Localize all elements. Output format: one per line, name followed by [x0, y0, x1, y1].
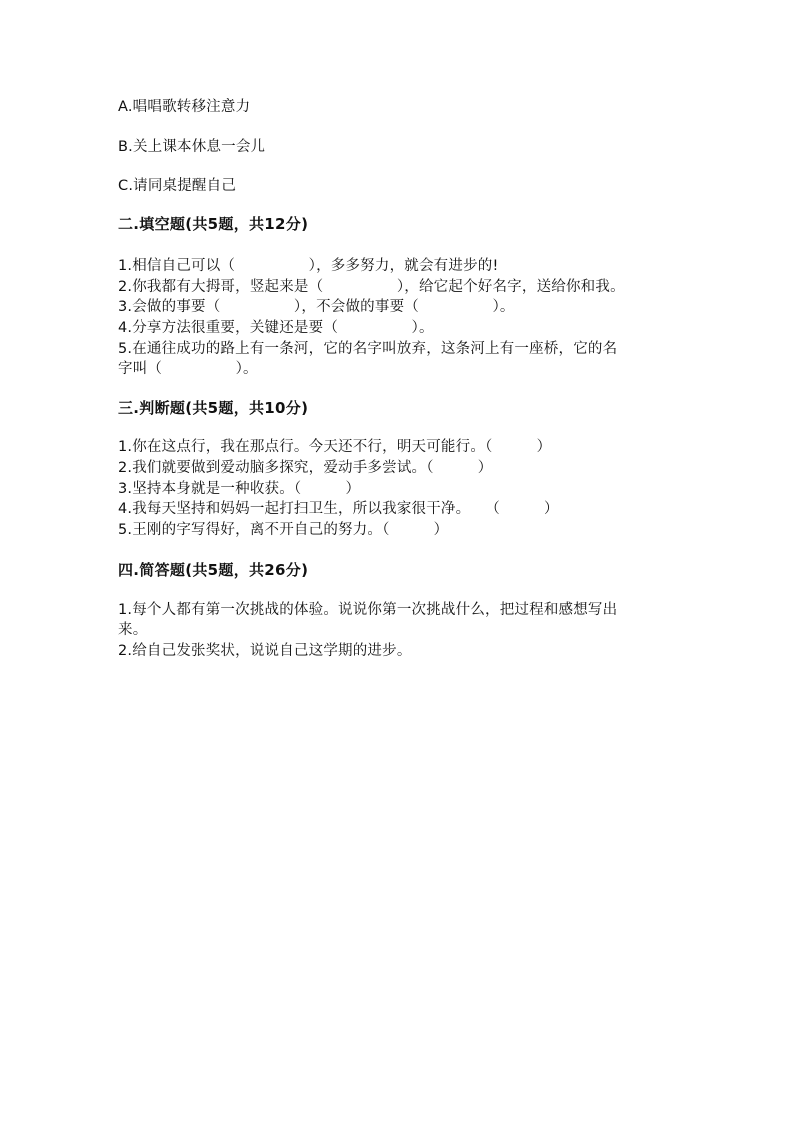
- choice-a: A.唱唱歌转移注意力: [118, 99, 251, 115]
- short-answer-question-2: 2.给自己发张奖状，说说自己这学期的进步。: [118, 643, 412, 659]
- section-heading-fill-blank: 二.填空题(共5题，共12分): [118, 215, 309, 233]
- section-heading-short-answer: 四.简答题(共5题，共26分): [118, 561, 309, 579]
- true-false-question-5: 5.王刚的字写得好，离不开自己的努力。（ ）: [118, 522, 449, 538]
- choice-b: B.关上课本休息一会儿: [118, 139, 266, 155]
- true-false-question-2: 2.我们就要做到爱动脑多探究，爱动手多尝试。（ ）: [118, 460, 493, 476]
- true-false-question-3: 3.坚持本身就是一种收获。（ ）: [118, 481, 361, 497]
- fill-blank-question-2: 2.你我都有大拇哥，竖起来是（ ），给它起个好名字，送给你和我。: [118, 279, 625, 295]
- fill-blank-question-3: 3.会做的事要（ ），不会做的事要（ ）。: [118, 299, 515, 315]
- fill-blank-question-5: 5.在通往成功的路上有一条河，它的名字叫放弃，这条河上有一座桥，它的名: [118, 341, 618, 357]
- true-false-question-1: 1.你在这点行，我在那点行。今天还不行，明天可能行。（ ）: [118, 439, 552, 455]
- fill-blank-question-4: 4.分享方法很重要，关键还是要（ ）。: [118, 320, 434, 336]
- fill-blank-question-5-continued: 字叫（ ）。: [118, 361, 258, 377]
- choice-c: C.请同桌提醒自己: [118, 178, 237, 194]
- section-heading-true-false: 三.判断题(共5题，共10分): [118, 399, 309, 417]
- fill-blank-question-1: 1.相信自己可以（ ），多多努力，就会有进步的!: [118, 258, 499, 274]
- short-answer-question-1-continued: 来。: [118, 622, 148, 638]
- short-answer-question-1: 1.每个人都有第一次挑战的体验。说说你第一次挑战什么，把过程和感想写出: [118, 602, 618, 618]
- true-false-question-4: 4.我每天坚持和妈妈一起打扫卫生，所以我家很干净。 （ ）: [118, 501, 559, 517]
